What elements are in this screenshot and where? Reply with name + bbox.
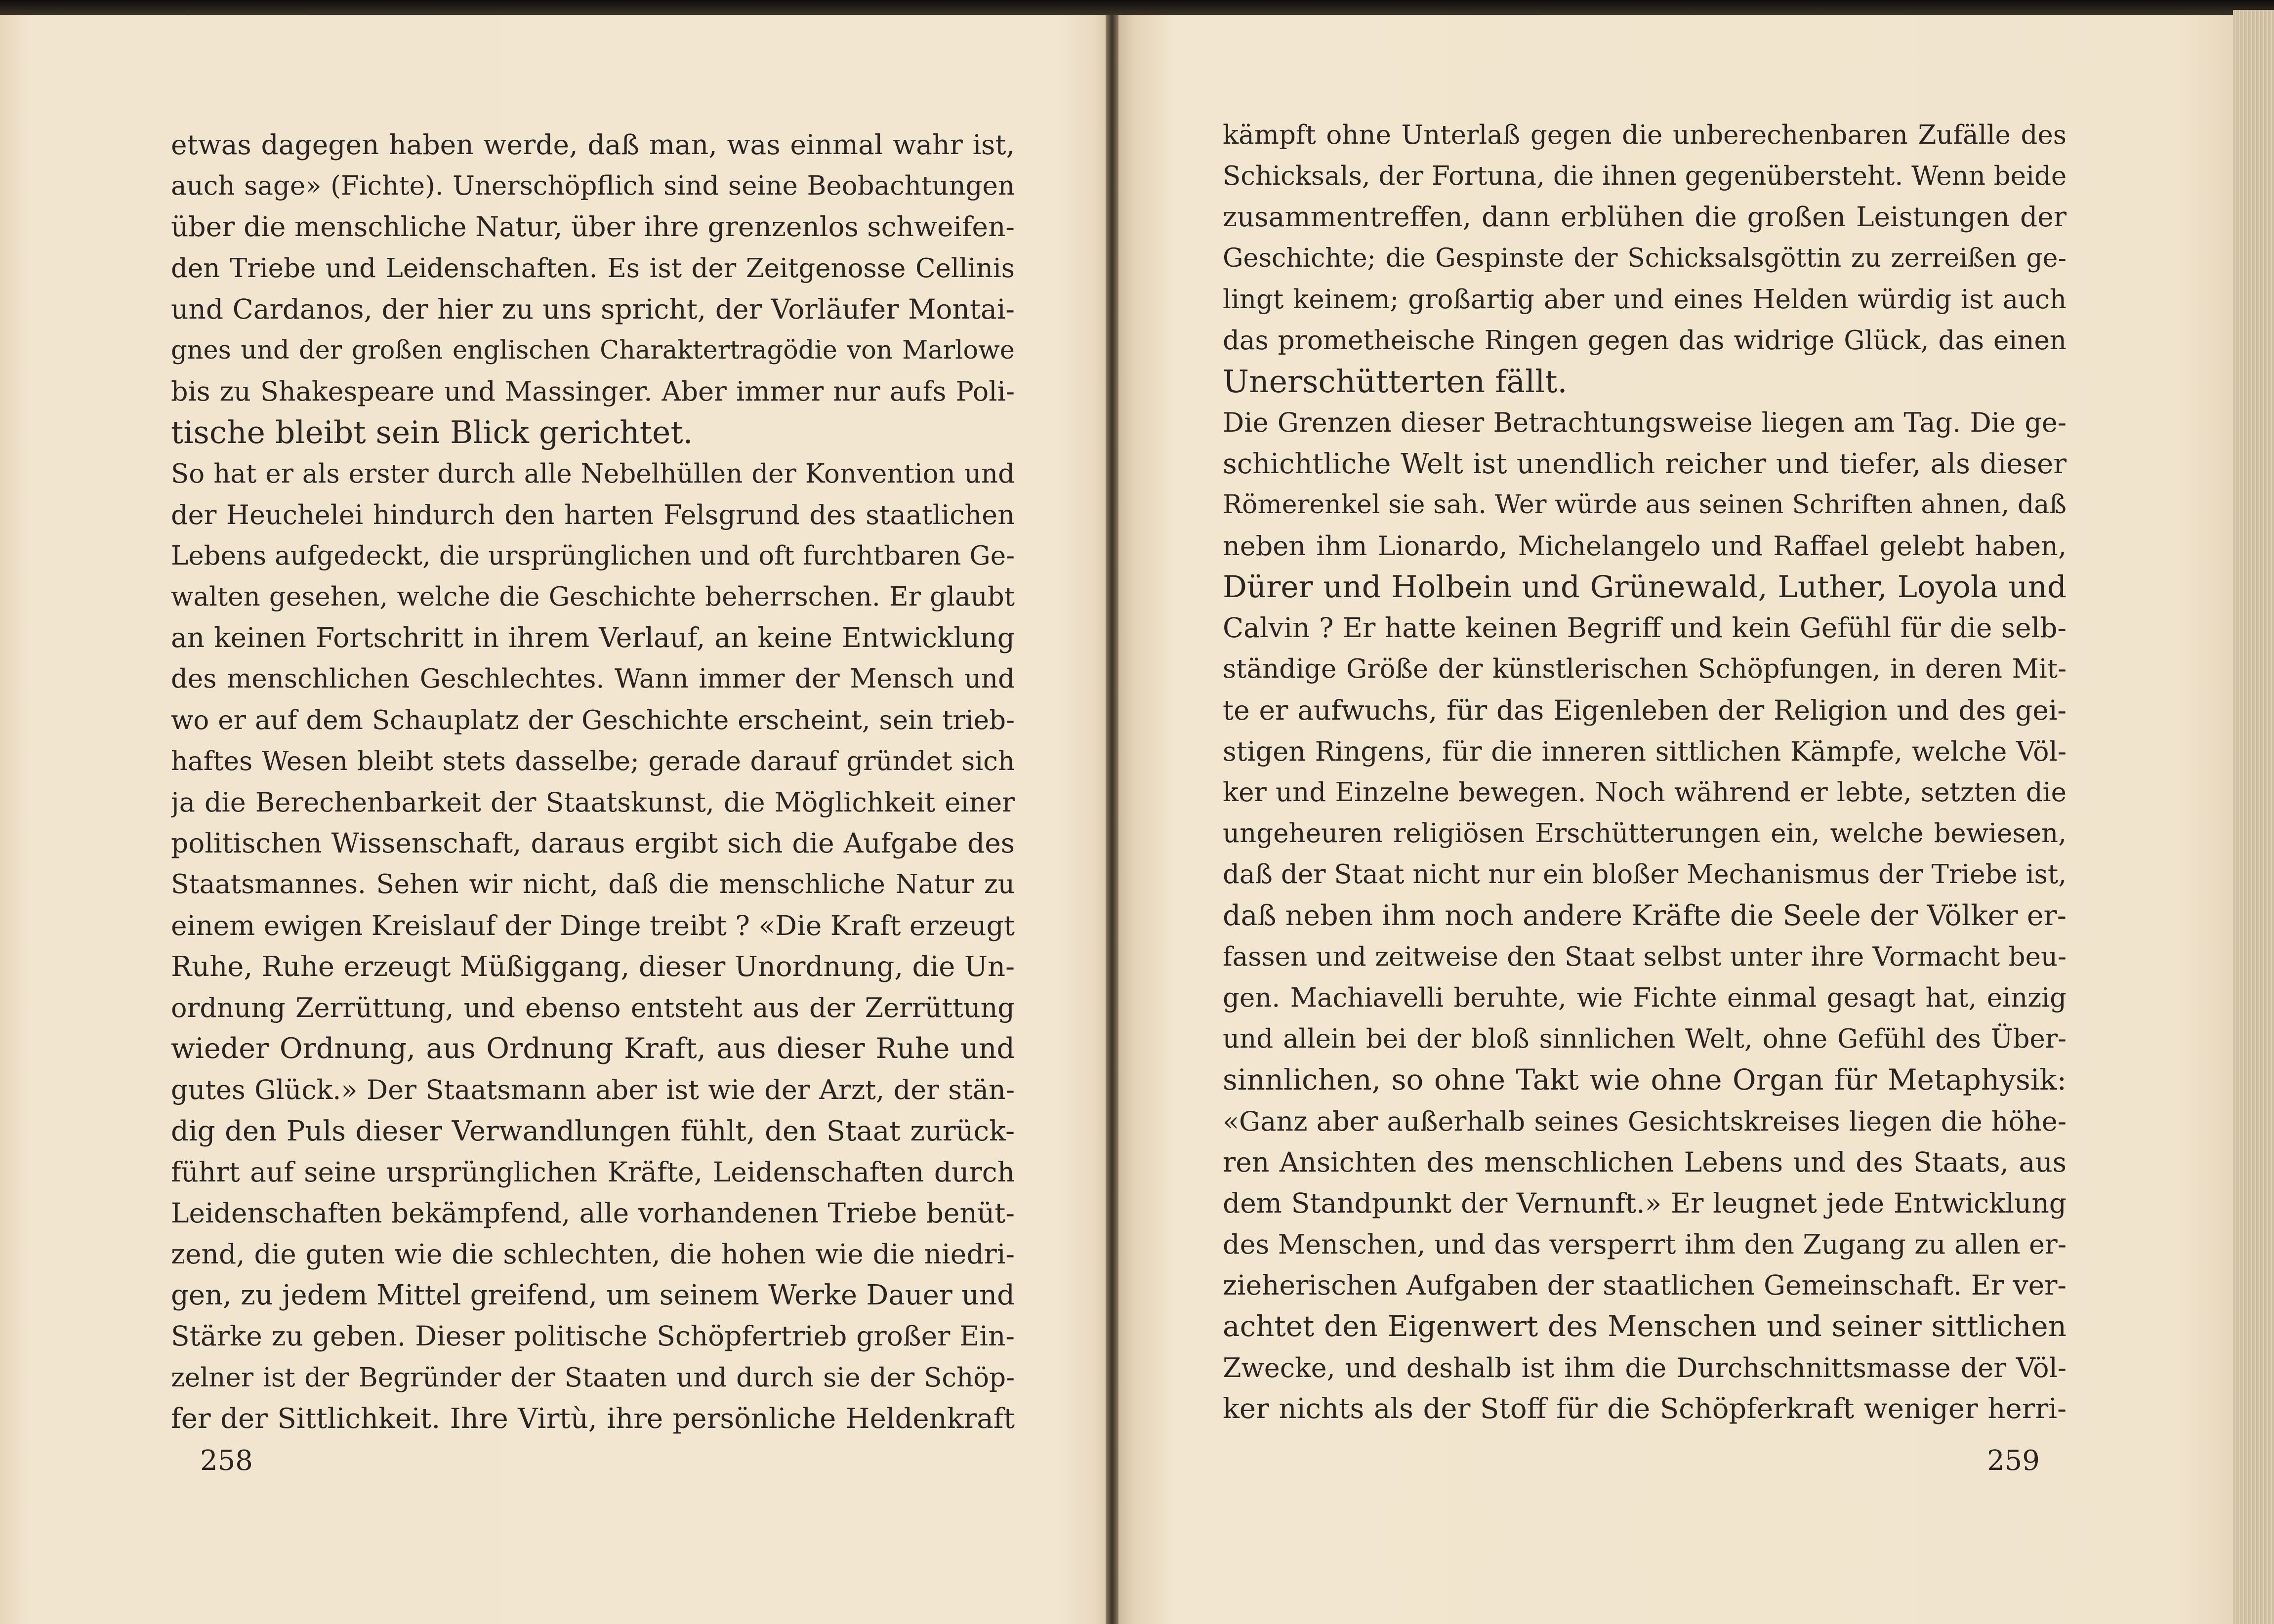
text-line: ren Ansichten des menschlichen Lebens und des Staats, aus xyxy=(1223,1146,2067,1178)
text-line: te er aufwuchs, für das Eigenleben der Religion und des gei- xyxy=(1223,694,2067,726)
text-line: lingt keinem; großartig aber und eines Helden würdig ist auch xyxy=(1223,284,2067,315)
text-line: den Triebe und Leidenschaften. Es ist der Zeitgenosse Cellinis xyxy=(171,253,1015,284)
left-page xyxy=(0,15,1112,1624)
text-line: führt auf seine ursprünglichen Kräfte, Leidenschaften durch xyxy=(171,1156,1015,1188)
text-line: bis zu Shakespeare und Massinger. Aber immer nur aufs Poli- xyxy=(171,376,1015,407)
left-page-body xyxy=(171,124,1015,1439)
text-line: ordnung Zerrüttung, und ebenso entsteht aus der Zerrüttung xyxy=(171,992,1015,1023)
text-line: gen. Machiavelli beruhte, wie Fichte einmal gesagt hat, einzig xyxy=(1223,982,2067,1013)
text-line: Calvin ? Er hatte keinen Begriff und kein Gefühl für die selb- xyxy=(1223,612,2067,644)
text-line: ständige Größe der künstlerischen Schöpfungen, in deren Mit- xyxy=(1223,654,2067,685)
text-line: «Ganz aber außerhalb seines Gesichtskreises liegen die höhe- xyxy=(1223,1105,2067,1137)
text-line: fassen und zeitweise den Staat selbst unter ihre Vormacht beu- xyxy=(1223,941,2067,972)
right-page xyxy=(1112,15,2233,1624)
text-line: ker und Einzelne bewegen. Noch während er lebte, setzten die xyxy=(1223,777,2067,808)
text-line: zend, die guten wie die schlechten, die hohen wie die niedri- xyxy=(171,1238,1015,1270)
text-line: Leidenschaften bekämpfend, alle vorhandenen Triebe benüt- xyxy=(171,1197,1015,1229)
text-line: dem Standpunkt der Vernunft.» Er leugnet jede Entwicklung xyxy=(1223,1187,2067,1219)
text-line: Staatsmannes. Sehen wir nicht, daß die menschliche Natur zu xyxy=(171,869,1015,900)
text-line: Unerschütterten fällt. xyxy=(1223,364,1568,400)
text-line: ungeheuren religiösen Erschütterungen ein, welche bewiesen, xyxy=(1223,818,2067,849)
right-page-body xyxy=(1223,115,2067,1429)
text-line: gen, zu jedem Mittel greifend, um seinem Werke Dauer und xyxy=(171,1279,1015,1312)
text-line: ker nichts als der Stoff für die Schöpferkraft weniger herri- xyxy=(1223,1392,2067,1425)
text-line: Stärke zu geben. Dieser politische Schöpfertrieb großer Ein- xyxy=(171,1320,1015,1352)
text-line: Ruhe, Ruhe erzeugt Müßiggang, dieser Unordnung, die Un- xyxy=(171,950,1015,983)
text-line: des Menschen, und das versperrt ihm den Zugang zu allen er- xyxy=(1223,1229,2067,1260)
text-line: dig den Puls dieser Verwandlungen fühlt, den Staat zurück- xyxy=(171,1115,1015,1147)
text-line: auch sage» (Fichte). Unerschöpflich sind seine Beobachtungen xyxy=(171,171,1015,202)
text-line: haftes Wesen bleibt stets dasselbe; gerade darauf gründet sich xyxy=(171,746,1015,776)
text-line: an keinen Fortschritt in ihrem Verlauf, an keine Entwicklung xyxy=(171,622,1015,654)
text-line: schichtliche Welt ist unendlich reicher und tiefer, als dieser xyxy=(1223,447,2067,480)
text-line: und allein bei der bloß sinnlichen Welt, ohne Gefühl des Über- xyxy=(1223,1024,2067,1055)
text-line: des menschlichen Geschlechtes. Wann immer der Mensch und xyxy=(171,664,1015,694)
page-number-right: 259 xyxy=(1987,1445,2040,1477)
text-line: wo er auf dem Schauplatz der Geschichte erscheint, sein trieb- xyxy=(171,705,1015,735)
text-line: und Cardanos, der hier zu uns spricht, der Vorläufer Montai- xyxy=(171,293,1015,325)
text-line: über die menschliche Natur, über ihre grenzenlos schweifen- xyxy=(171,211,1015,243)
page-number-left: 258 xyxy=(200,1445,253,1477)
text-line: das prometheische Ringen gegen das widrige Glück, das einen xyxy=(1223,325,2067,356)
book-gutter xyxy=(1106,15,1118,1624)
text-line: wieder Ordnung, aus Ordnung Kraft, aus dieser Ruhe und xyxy=(171,1032,1015,1065)
text-line: daß der Staat nicht nur ein bloßer Mechanismus der Triebe ist, xyxy=(1223,859,2067,890)
text-line: walten gesehen, welche die Geschichte beherrschen. Er glaubt xyxy=(171,582,1015,612)
text-line: Die Grenzen dieser Betrachtungsweise liegen am Tag. Die ge- xyxy=(1223,407,2067,439)
text-line: stigen Ringens, für die inneren sittlichen Kämpfe, welche Völ- xyxy=(1223,735,2067,767)
text-line: kämpft ohne Unterlaß gegen die unberechenbaren Zufälle des xyxy=(1223,120,2067,150)
text-line: einem ewigen Kreislauf der Dinge treibt ? «Die Kraft erzeugt xyxy=(171,909,1015,941)
text-line: So hat er als erster durch alle Nebelhüllen der Konvention und xyxy=(171,458,1015,489)
text-line: Römerenkel sie sah. Wer würde aus seinen Schriften ahnen, daß xyxy=(1223,489,2067,520)
text-line: daß neben ihm noch andere Kräfte die Seele der Völker er- xyxy=(1223,899,2067,932)
text-line: fer der Sittlichkeit. Ihre Virtù, ihre persönliche Heldenkraft xyxy=(171,1402,1015,1435)
text-line: zelner ist der Begründer der Staaten und durch sie der Schöp- xyxy=(171,1362,1015,1393)
text-line: politischen Wissenschaft, daraus ergibt sich die Aufgabe des xyxy=(171,827,1015,859)
text-line: gutes Glück.» Der Staatsmann aber ist wie der Arzt, der stän- xyxy=(171,1074,1015,1106)
page-edges xyxy=(2233,10,2274,1624)
text-line: Lebens aufgedeckt, die ursprünglichen und oft furchtbaren Ge- xyxy=(171,540,1015,571)
text-line: sinnlichen, so ohne Takt wie ohne Organ für Metaphysik: xyxy=(1223,1063,2067,1097)
text-line: Geschichte; die Gespinste der Schicksalsgöttin zu zerreißen ge- xyxy=(1223,243,2067,273)
text-line: achtet den Eigenwert des Menschen und seiner sittlichen xyxy=(1223,1309,2067,1343)
text-line: der Heuchelei hindurch den harten Felsgrund des staatlichen xyxy=(171,499,1015,530)
text-line: ja die Berechenbarkeit der Staatskunst, die Möglichkeit einer xyxy=(171,787,1015,818)
text-line: neben ihm Lionardo, Michelangelo und Raffael gelebt haben, xyxy=(1223,530,2067,562)
text-line: Zwecke, und deshalb ist ihm die Durchschnittsmasse der Völ- xyxy=(1223,1352,2067,1383)
text-line: gnes und der großen englischen Charaktertragödie von Marlowe xyxy=(171,335,1015,365)
top-shadow xyxy=(0,0,2274,15)
text-line: Dürer und Holbein und Grünewald, Luther, Loyola und xyxy=(1223,569,2067,605)
text-line: zusammentreffen, dann erblühen die großen Leistungen der xyxy=(1223,201,2067,233)
text-line: etwas dagegen haben werde, daß man, was einmal wahr ist, xyxy=(171,129,1015,161)
text-line: tische bleibt sein Blick gerichtet. xyxy=(171,414,693,451)
text-line: Schicksals, der Fortuna, die ihnen gegenübersteht. Wenn beide xyxy=(1223,161,2067,192)
text-line: zieherischen Aufgaben der staatlichen Gemeinschaft. Er ver- xyxy=(1223,1269,2067,1301)
